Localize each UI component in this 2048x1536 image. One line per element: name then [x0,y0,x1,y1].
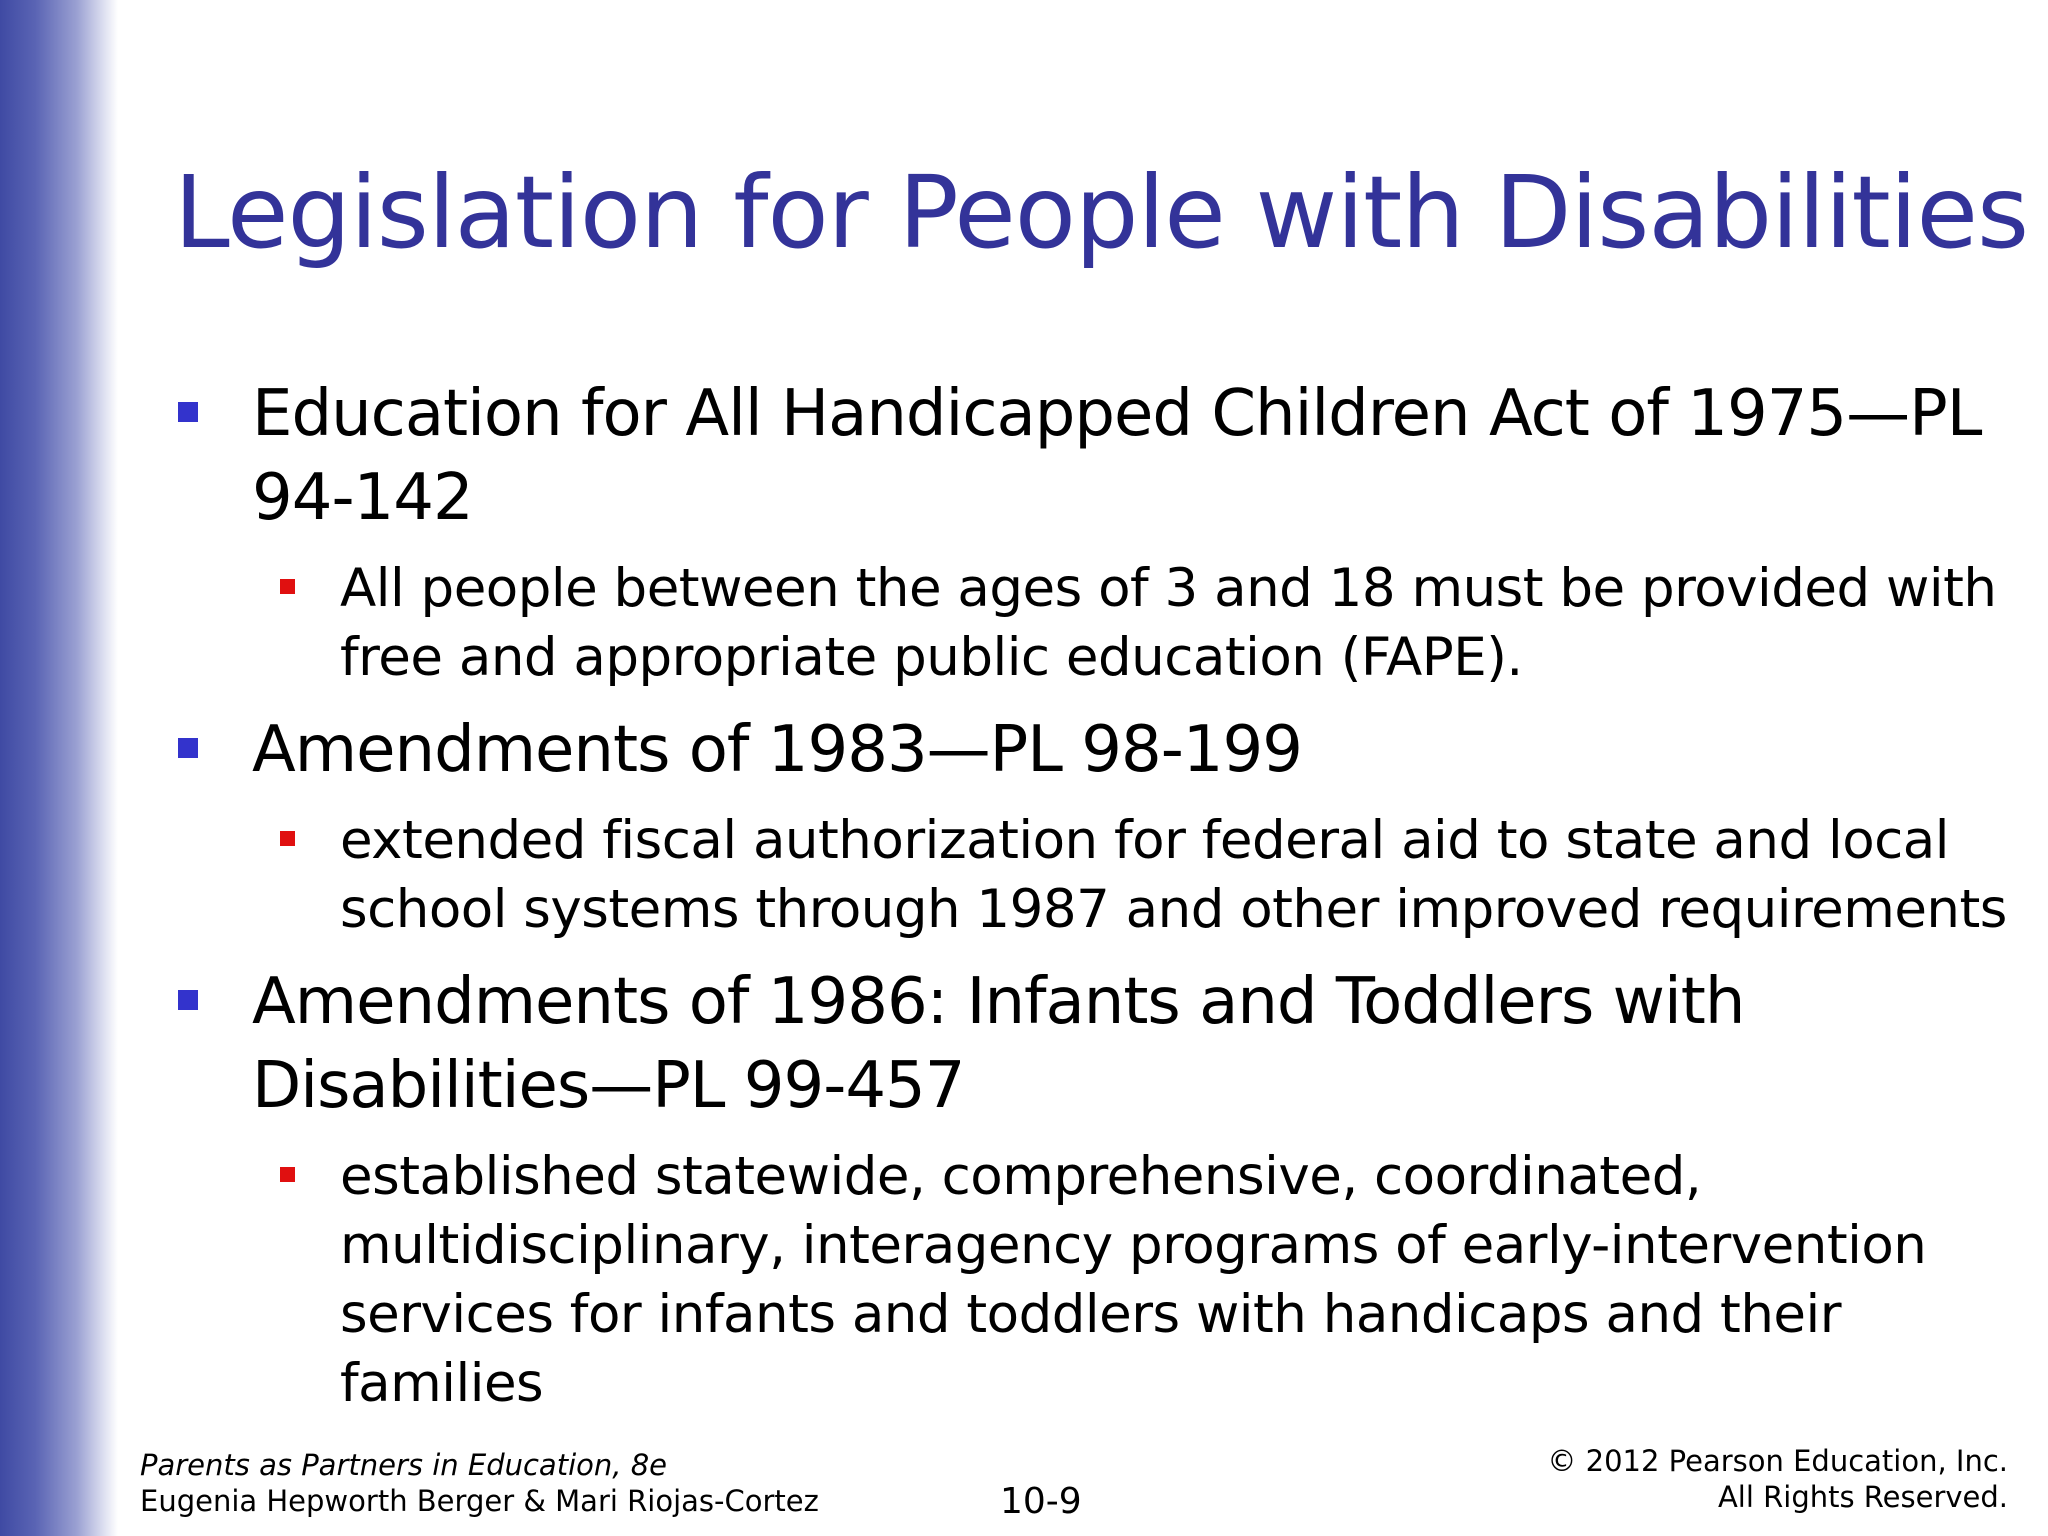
square-bullet-icon [178,738,198,758]
sub-list-item [340,1142,2018,1418]
book-title: Parents as Partners in Education, 8e [140,1448,667,1482]
slide-title: Legislation for People with Disabilities [174,154,2029,271]
sub-bullet-text: established statewide, comprehensive, coordinated, multidisciplinary, interagency programs of early-intervention services for infants and toddlers with handicaps and their families [340,1146,1927,1414]
bullet-list [178,372,2018,1418]
sub-list-item [340,806,2018,944]
sub-list-item [340,554,2018,692]
sub-bullet-text: All people between the ages of 3 and 18 must be provided with free and appropriate public education (FAPE). [340,558,1997,688]
slide-number: 10-9 [1000,1481,1082,1522]
list-item [178,708,2018,792]
bullet-text: Amendments of 1983—PL 98-199 [252,713,1302,787]
book-authors: Eugenia Hepworth Berger & Mari Riojas-Cortez [140,1484,819,1518]
square-bullet-icon [280,579,295,594]
sub-bullet-text: extended fiscal authorization for federal aid to state and local school systems through 1987 and other improved requirements [340,810,2007,940]
list-item [178,960,2018,1128]
square-bullet-icon [178,990,198,1010]
side-gradient-band [0,0,118,1536]
square-bullet-icon [178,402,198,422]
rights-text: All Rights Reserved. [1717,1480,2008,1514]
footer-citation [140,1447,819,1519]
square-bullet-icon [280,1167,295,1182]
square-bullet-icon [280,831,295,846]
footer-copyright [1547,1443,2008,1515]
bullet-text: Education for All Handicapped Children Act of 1975—PL 94-142 [252,377,1982,535]
list-item [178,372,2018,540]
bullet-text: Amendments of 1986: Infants and Toddlers with Disabilities—PL 99-457 [252,965,1745,1123]
copyright-text: © 2012 Pearson Education, Inc. [1547,1444,2008,1478]
